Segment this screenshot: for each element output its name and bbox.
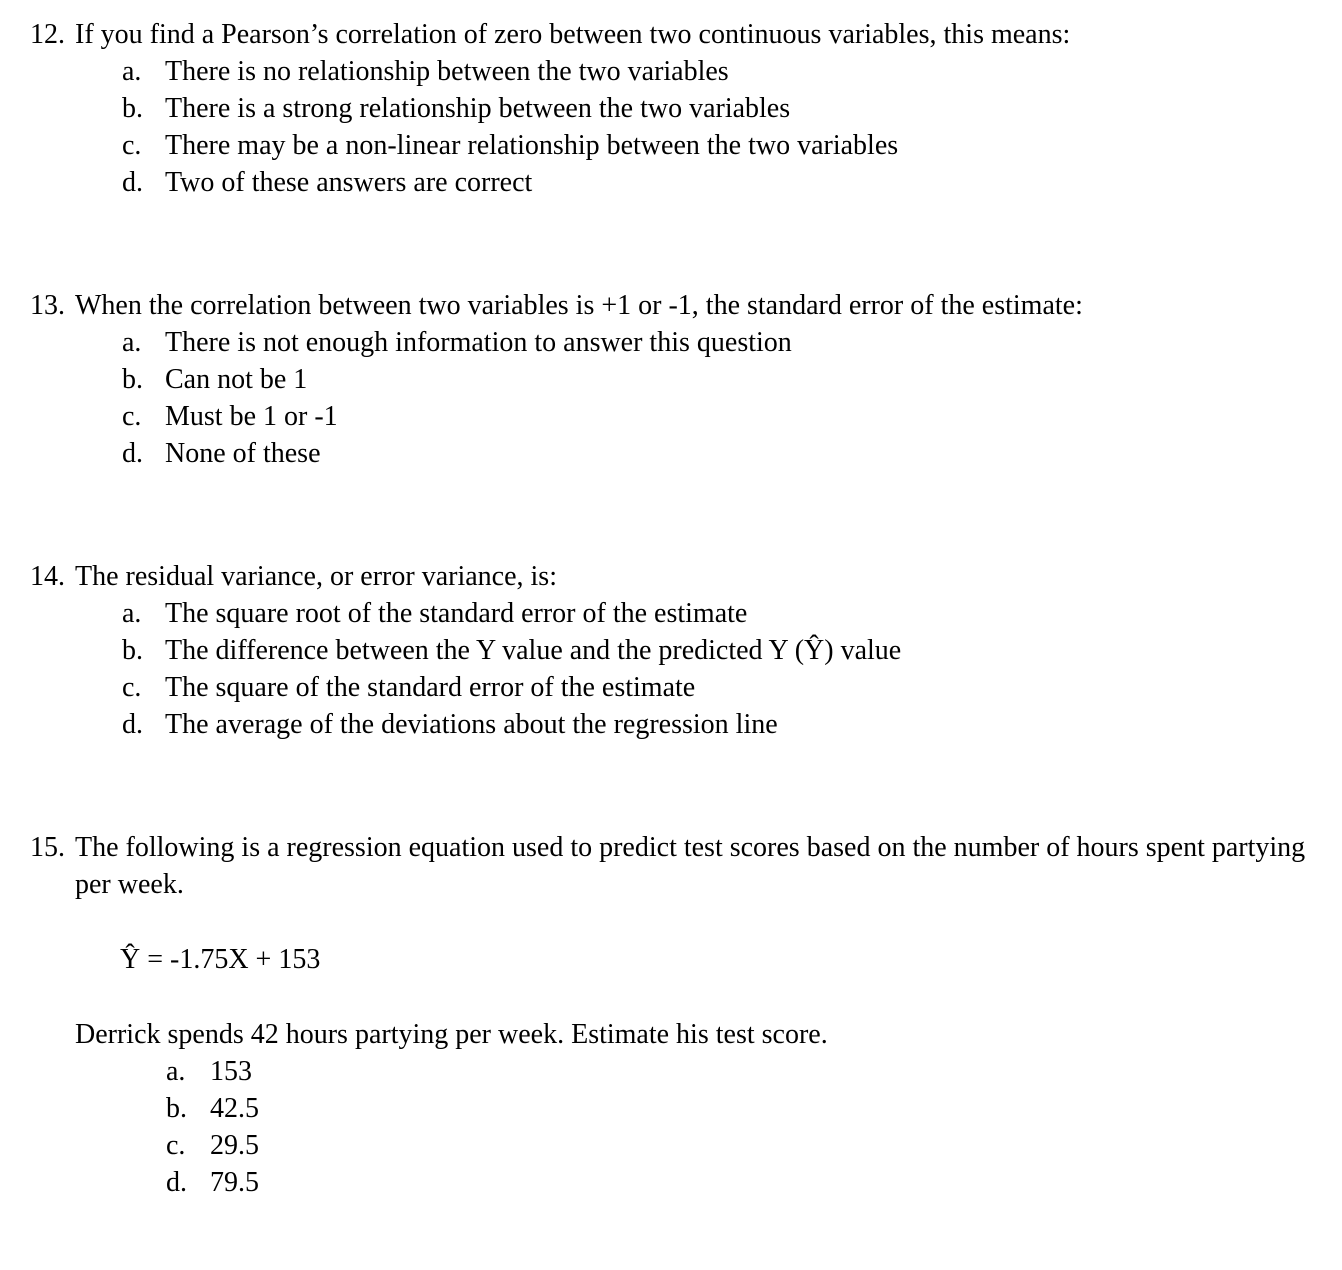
option-text: There may be a non-linear relationship between the two variables <box>165 130 899 161</box>
option-b <box>122 361 1320 398</box>
option-text: Must be 1 or -1 <box>165 401 338 432</box>
option-letter: c. <box>166 1130 186 1161</box>
option-text: There is not enough information to answer this question <box>165 327 792 358</box>
option-b <box>122 90 1320 127</box>
question-14 <box>30 558 1320 743</box>
question-line <box>30 287 1320 324</box>
option-text: Can not be 1 <box>165 364 308 395</box>
option-c <box>122 127 1320 164</box>
option-letter: d. <box>122 438 143 469</box>
option-b <box>122 632 1320 669</box>
option-text: 79.5 <box>210 1167 259 1198</box>
option-d <box>122 164 1320 201</box>
option-letter: a. <box>122 327 142 358</box>
option-text: The difference between the Y value and the predicted Y (Ŷ) value <box>165 635 902 666</box>
option-a <box>166 1053 1320 1090</box>
option-letter: c. <box>122 401 142 432</box>
question-text: When the correlation between two variables is +1 or -1, the standard error of the estimate: <box>75 290 1083 321</box>
question-15 <box>30 829 1320 1201</box>
options-list <box>122 324 1320 472</box>
question-number: 15. <box>30 832 65 863</box>
options-list <box>166 1053 1320 1201</box>
question-text: If you find a Pearson’s correlation of zero between two continuous variables, this means: <box>75 19 1071 50</box>
option-text: There is a strong relationship between the two variables <box>165 93 791 124</box>
option-c <box>166 1127 1320 1164</box>
option-letter: d. <box>122 709 143 740</box>
option-letter: a. <box>122 56 142 87</box>
option-letter: a. <box>166 1056 186 1087</box>
question-line <box>30 558 1320 595</box>
question-prompt: Derrick spends 42 hours partying per week. Estimate his test score. <box>75 1019 828 1050</box>
question-number: 13. <box>30 290 65 321</box>
option-c <box>122 669 1320 706</box>
option-d <box>122 435 1320 472</box>
options-list <box>122 595 1320 743</box>
option-d <box>122 706 1320 743</box>
option-letter: a. <box>122 598 142 629</box>
option-text: There is no relationship between the two variables <box>165 56 729 87</box>
option-letter: b. <box>166 1093 187 1124</box>
option-letter: d. <box>122 167 143 198</box>
option-text: 153 <box>210 1056 252 1087</box>
option-letter: c. <box>122 672 142 703</box>
option-a <box>122 53 1320 90</box>
option-text: None of these <box>165 438 321 469</box>
question-number: 14. <box>30 561 65 592</box>
option-d <box>166 1164 1320 1201</box>
option-text: The average of the deviations about the regression line <box>165 709 778 740</box>
question-12 <box>30 16 1320 201</box>
option-letter: c. <box>122 130 142 161</box>
option-text: The square root of the standard error of the estimate <box>165 598 748 629</box>
option-text: 29.5 <box>210 1130 259 1161</box>
question-line <box>30 829 1320 903</box>
option-letter: b. <box>122 93 143 124</box>
option-a <box>122 324 1320 361</box>
question-text: The following is a regression equation used to predict test scores based on the number of hours spent partying per week. <box>75 832 1306 900</box>
option-letter: b. <box>122 364 143 395</box>
question-line <box>30 16 1320 53</box>
regression-equation: Ŷ = -1.75X + 153 <box>120 944 321 975</box>
option-text: Two of these answers are correct <box>165 167 533 198</box>
option-letter: d. <box>166 1167 187 1198</box>
option-b <box>166 1090 1320 1127</box>
question-text: The residual variance, or error variance, is: <box>75 561 557 592</box>
option-letter: b. <box>122 635 143 666</box>
question-13 <box>30 287 1320 472</box>
option-text: 42.5 <box>210 1093 259 1124</box>
question-number: 12. <box>30 19 65 50</box>
option-a <box>122 595 1320 632</box>
option-text: The square of the standard error of the estimate <box>165 672 696 703</box>
option-c <box>122 398 1320 435</box>
options-list <box>122 53 1320 201</box>
